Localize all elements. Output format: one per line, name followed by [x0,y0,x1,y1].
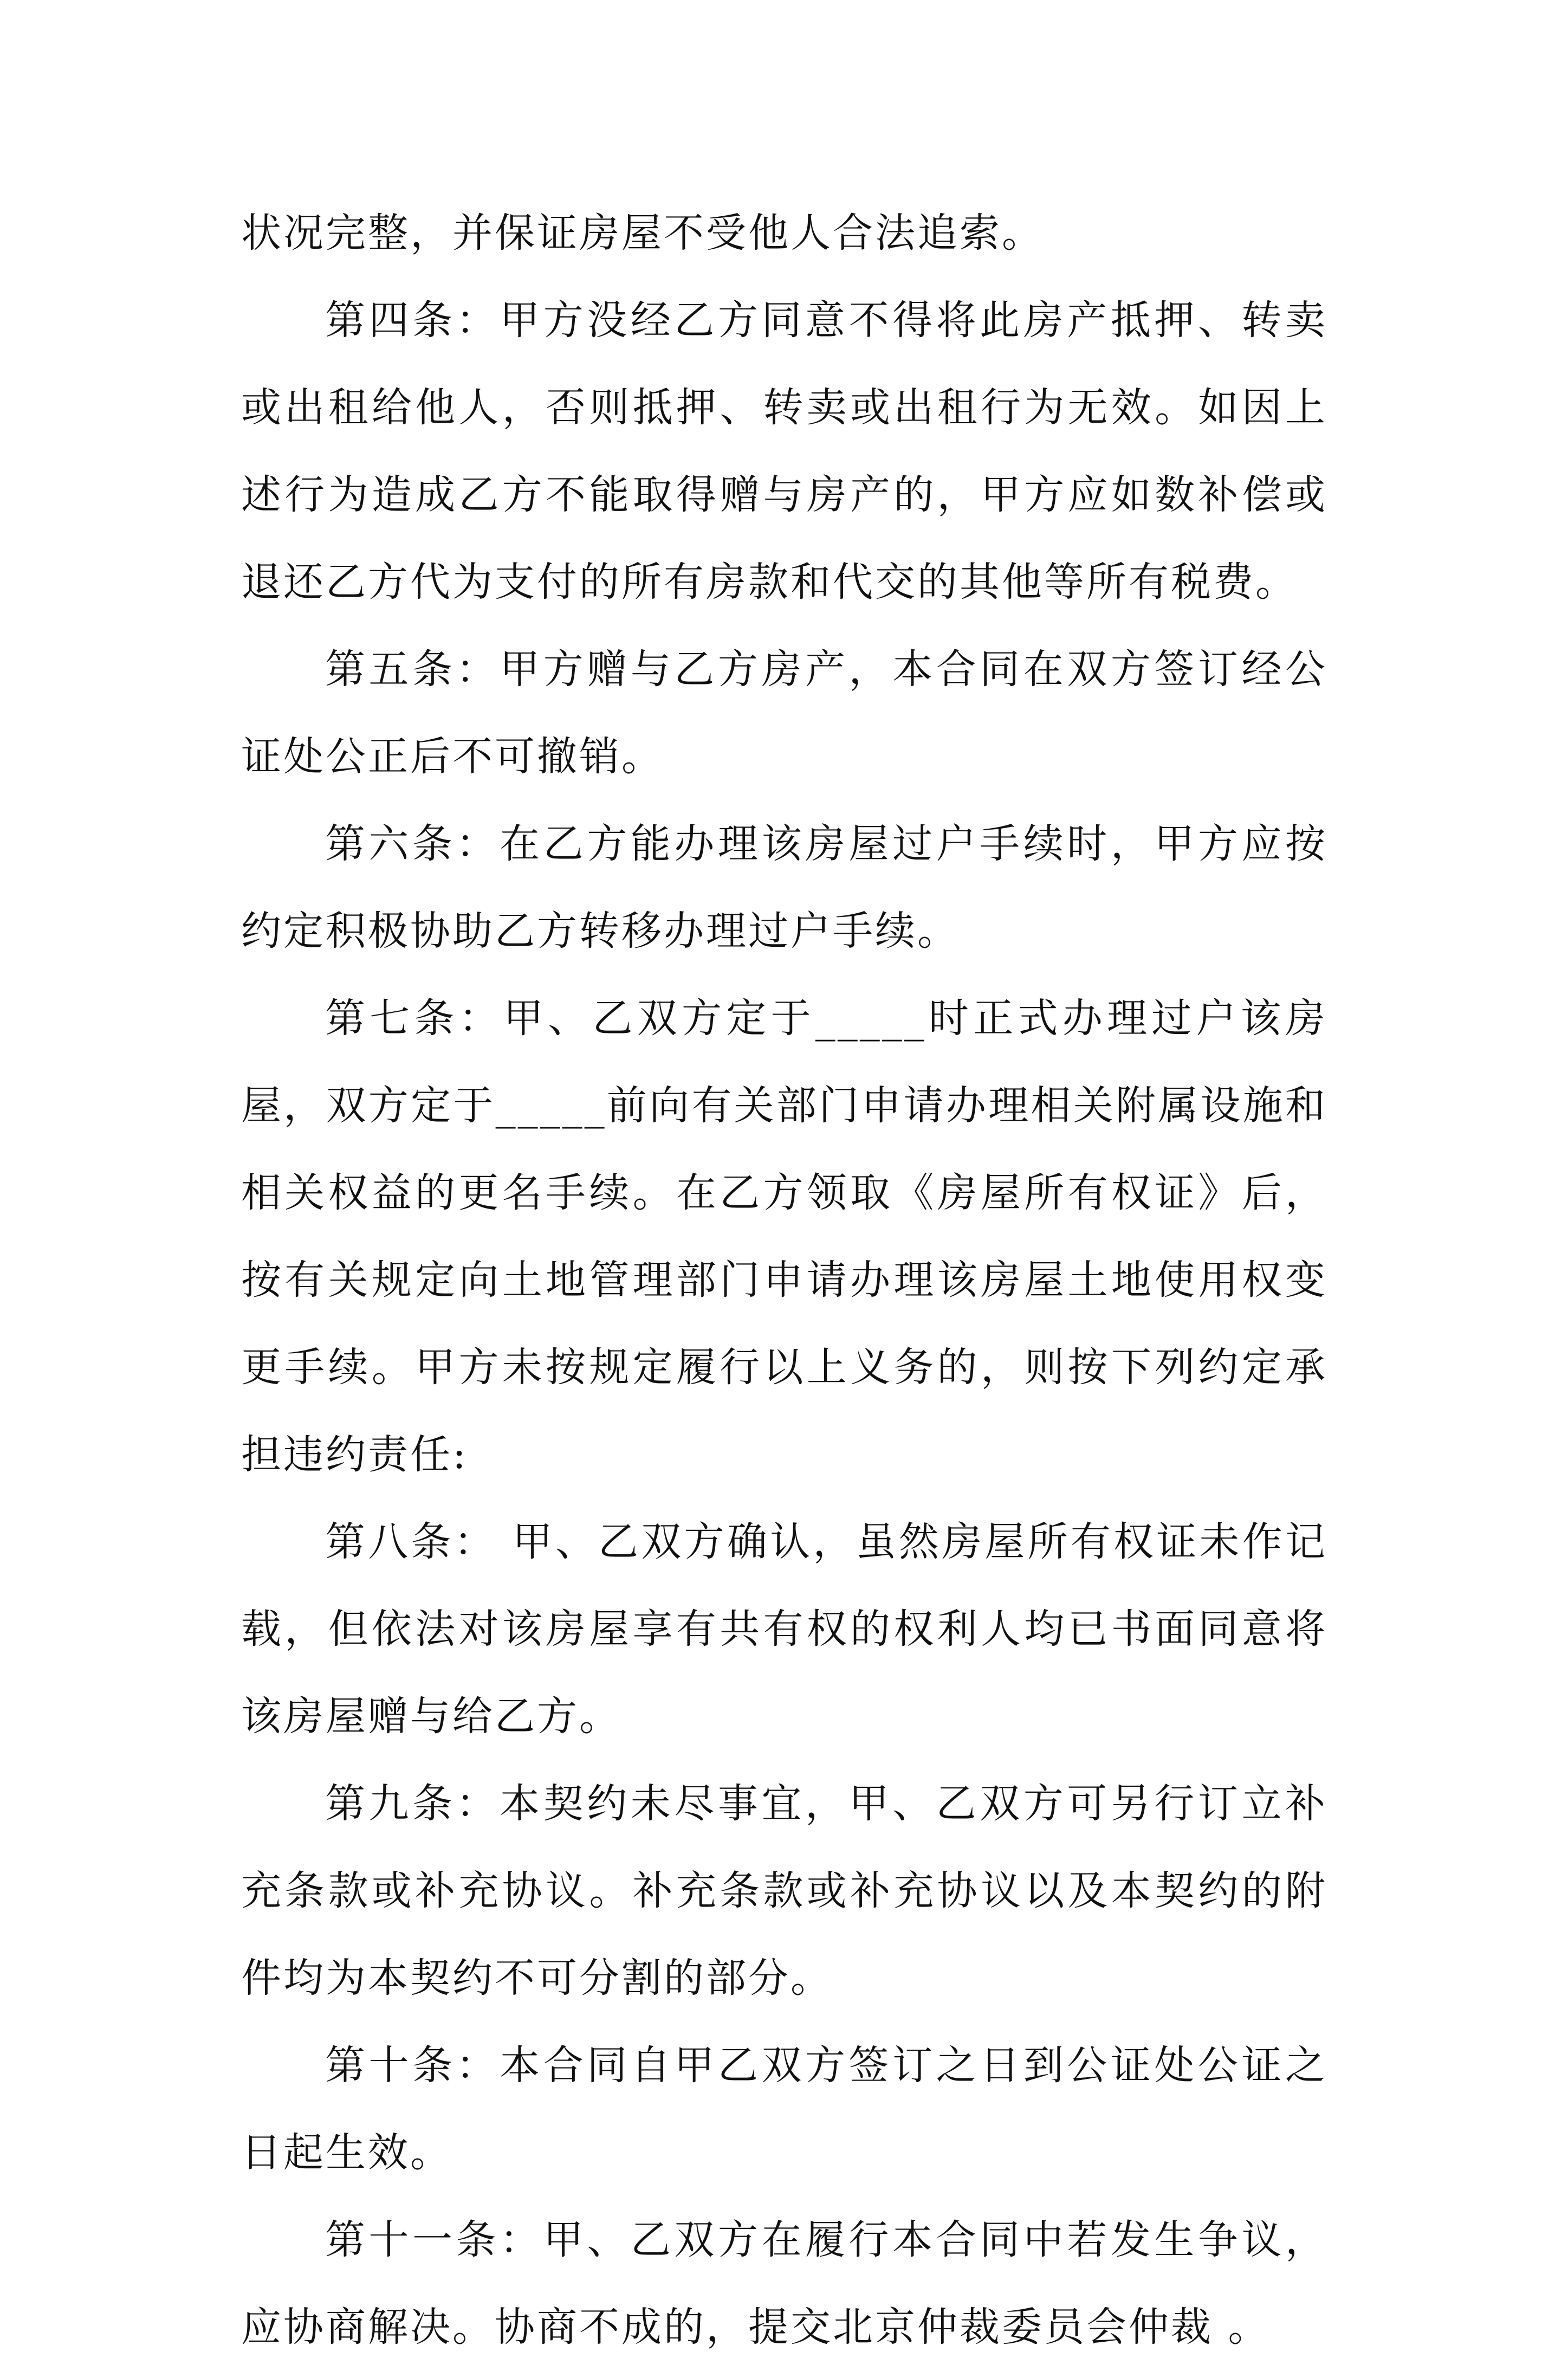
paragraph-article-9: 第九条：本契约未尽事宜，甲、乙双方可另行订立补充条款或补充协议。补充条款或补充协议以及本契约的附件均为本契约不可分割的部分。 [241,1780,1327,2001]
paragraph-article-4: 第四条：甲方没经乙方同意不得将此房产抵押、转卖或出租给他人，否则抵押、转卖或出租行为无效。如因上述行为造成乙方不能取得赠与房产的，甲方应如数补偿或退还乙方代为支付的所有房款和代交的其他等所有税费。 [241,297,1327,605]
paragraph-article-7: 第七条：甲、乙双方定于_____时正式办理过户该房屋，双方定于_____前向有关部门申请办理相关附属设施和相关权益的更名手续。在乙方领取《房屋所有权证》后，按有关规定向土地管理部门申请办理该房屋土地使用权变更手续。甲方未按规定履行以上义务的，则按下列约定承担违约责任: [241,995,1327,1478]
document-body [241,190,1327,2371]
paragraph-article-5: 第五条：甲方赠与乙方房产，本合同在双方签订经公证处公正后不可撤销。 [241,646,1327,780]
paragraph-article-11: 第十一条：甲、乙双方在履行本合同中若发生争议，应协商解决。协商不成的，提交北京仲裁委员会仲裁 。 [241,2217,1327,2350]
paragraph-article-6: 第六条：在乙方能办理该房屋过户手续时，甲方应按约定积极协助乙方转移办理过户手续。 [241,821,1327,954]
paragraph-continuation: 状况完整，并保证房屋不受他人合法追索。 [241,210,1044,256]
paragraph-article-8: 第八条： 甲、乙双方确认，虽然房屋所有权证未作记载，但依法对该房屋享有共有权的权利人均已书面同意将该房屋赠与给乙方。 [241,1519,1327,1740]
paragraph-article-10: 第十条：本合同自甲乙双方签订之日到公证处公证之日起生效。 [241,2042,1327,2176]
